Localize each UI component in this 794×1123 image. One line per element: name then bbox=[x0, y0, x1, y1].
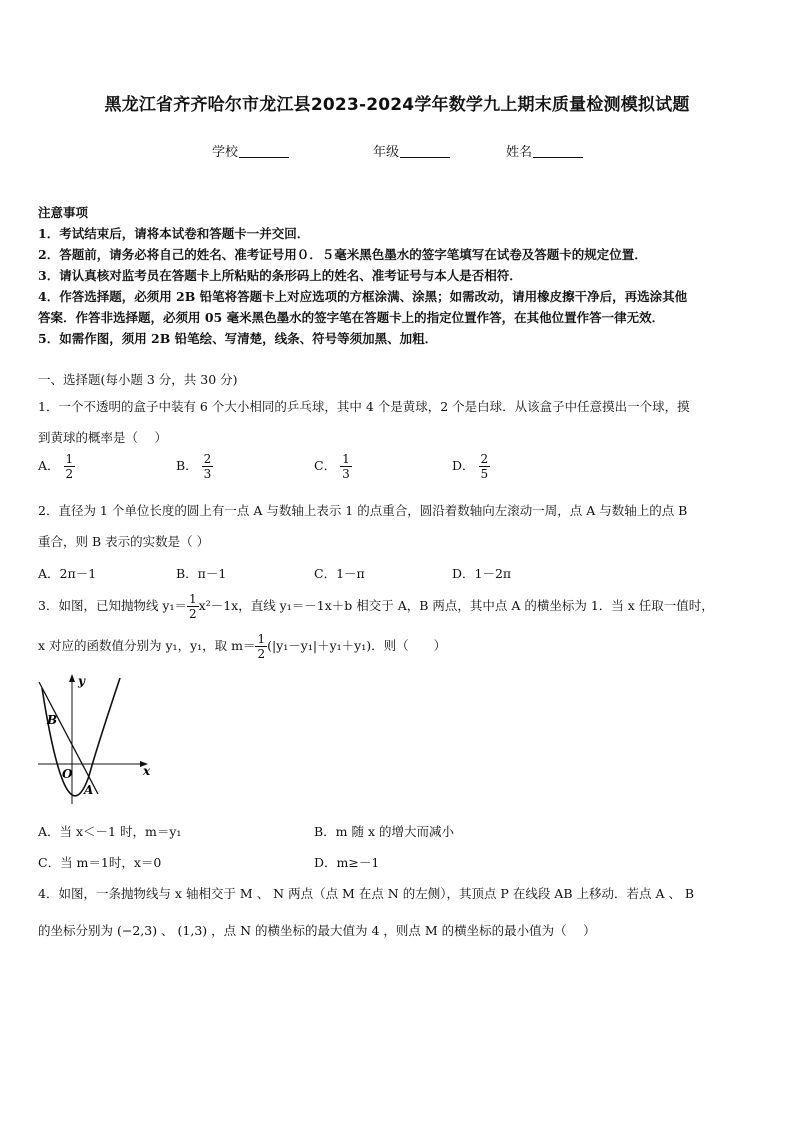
q3-line2: x 对应的函数值分别为 y₁，y₁，取 m＝ $\frac{1}{2}$ (|y₁－y₁|＋y₁＋y₁)．则（ ） bbox=[38, 632, 447, 661]
y-label: y bbox=[78, 674, 85, 688]
q2-option-c: C．1－π bbox=[314, 566, 365, 581]
school-label: 学校 bbox=[212, 145, 239, 160]
origin-label: O bbox=[62, 767, 73, 781]
grade-blank bbox=[400, 145, 450, 158]
fraction: $\frac{2}{3}$ bbox=[203, 452, 212, 481]
q1-option-a: A． $\frac{1}{2}$ bbox=[38, 452, 74, 481]
note-item: 2．答题前，请务必将自己的姓名、准考证号用０．５毫米黑色墨水的签字笔填写在试卷及答题卡的规定位置． bbox=[38, 247, 647, 262]
q2-option-b: B．π－1 bbox=[176, 566, 227, 581]
grade-label: 年级 bbox=[373, 145, 400, 160]
name-label: 姓名 bbox=[506, 145, 533, 160]
q3-graph bbox=[36, 672, 158, 807]
fraction: $\frac{1}{2}$ bbox=[257, 632, 266, 661]
note-item: 答案．作答非选择题，必须用 05 毫米黑色墨水的签字笔在答题卡上的指定位置作答，在其他位置作答一律无效． bbox=[38, 310, 665, 325]
q2-text: 重合，则 B 表示的实数是（ ） bbox=[38, 534, 210, 549]
x-label: x bbox=[143, 764, 151, 778]
q1-option-b: B． $\frac{2}{3}$ bbox=[176, 452, 212, 481]
point-a-label: A bbox=[84, 783, 94, 797]
q3-line1: 3．如图，已知抛物线 y₁＝ $\frac{1}{2}$ x²－1x，直线 y₁＝－1x＋b 相交于 A，B 两点，其中点 A 的横坐标为 1．当 x 任取一值时， bbox=[38, 592, 714, 621]
fraction: $\frac{1}{2}$ bbox=[65, 452, 74, 481]
name-blank bbox=[533, 145, 583, 158]
q3-option-c: C．当 m＝1时，x＝0 bbox=[38, 855, 162, 870]
school-field bbox=[212, 141, 289, 160]
fraction: $\frac{2}{5}$ bbox=[480, 452, 489, 481]
q4-text: 4．如图，一条抛物线与 x 轴相交于 M 、 N 两点（点 M 在点 N 的左侧），其顶点 P 在线段 AB 上移动．若点 A 、 B bbox=[38, 886, 695, 901]
name-field bbox=[506, 141, 583, 160]
q1-option-c: C． $\frac{1}{3}$ bbox=[314, 452, 350, 481]
q4-text: 的坐标分别为 (−2,3) 、 (1,3) ，点 N 的横坐标的最大值为 4 ，则点 M 的横坐标的最小值为（ ） bbox=[38, 923, 596, 938]
q3-option-a: A．当 x＜－1 时，m＝y₁ bbox=[38, 824, 182, 839]
note-item: 4．作答选择题，必须用 2B 铅笔将答题卡上对应选项的方框涂满、涂黑；如需改动，请用橡皮擦干净后，再选涂其他 bbox=[38, 289, 688, 304]
note-item: 5．如需作图，须用 2B 铅笔绘、写清楚，线条、符号等须加黑、加粗． bbox=[38, 331, 438, 346]
grade-field bbox=[373, 141, 450, 160]
page-title: 黑龙江省齐齐哈尔市龙江县2023-2024学年数学九上期末质量检测模拟试题 bbox=[104, 95, 690, 115]
q1-text: 到黄球的概率是（ ） bbox=[38, 430, 167, 445]
notes-heading: 注意事项 bbox=[38, 205, 89, 220]
q1-option-d: D． $\frac{2}{5}$ bbox=[452, 452, 489, 481]
fraction: $\frac{1}{3}$ bbox=[342, 452, 350, 481]
note-item: 3．请认真核对监考员在答题卡上所粘贴的条形码上的姓名、准考证号与本人是否相符． bbox=[38, 268, 522, 283]
q2-option-a: A．2π－1 bbox=[38, 566, 97, 581]
q1-text: 1．一个不透明的盒子中装有 6 个大小相同的乒乓球，其中 4 个是黄球，2 个是白球．从该盒子中任意摸出一个球，摸 bbox=[38, 399, 690, 414]
fraction: $\frac{1}{2}$ bbox=[189, 592, 197, 621]
q2-text: 2．直径为 1 个单位长度的圆上有一点 A 与数轴上表示 1 的点重合，圆沿着数轴向左滚动一周，点 A 与数轴上的点 B bbox=[38, 503, 688, 518]
parabola bbox=[42, 678, 120, 796]
y-axis-arrow bbox=[69, 674, 75, 682]
note-item: 1．考试结束后，请将本试卷和答题卡一并交回． bbox=[38, 226, 310, 241]
section-heading: 一、选择题(每小题 3 分，共 30 分) bbox=[38, 372, 238, 387]
school-blank bbox=[239, 145, 289, 158]
q3-option-b: B．m 随 x 的增大而减小 bbox=[314, 824, 455, 839]
q2-option-d: D．1－2π bbox=[452, 566, 512, 581]
q3-option-d: D．m≥－1 bbox=[314, 855, 380, 870]
point-b-label: B bbox=[47, 713, 58, 727]
